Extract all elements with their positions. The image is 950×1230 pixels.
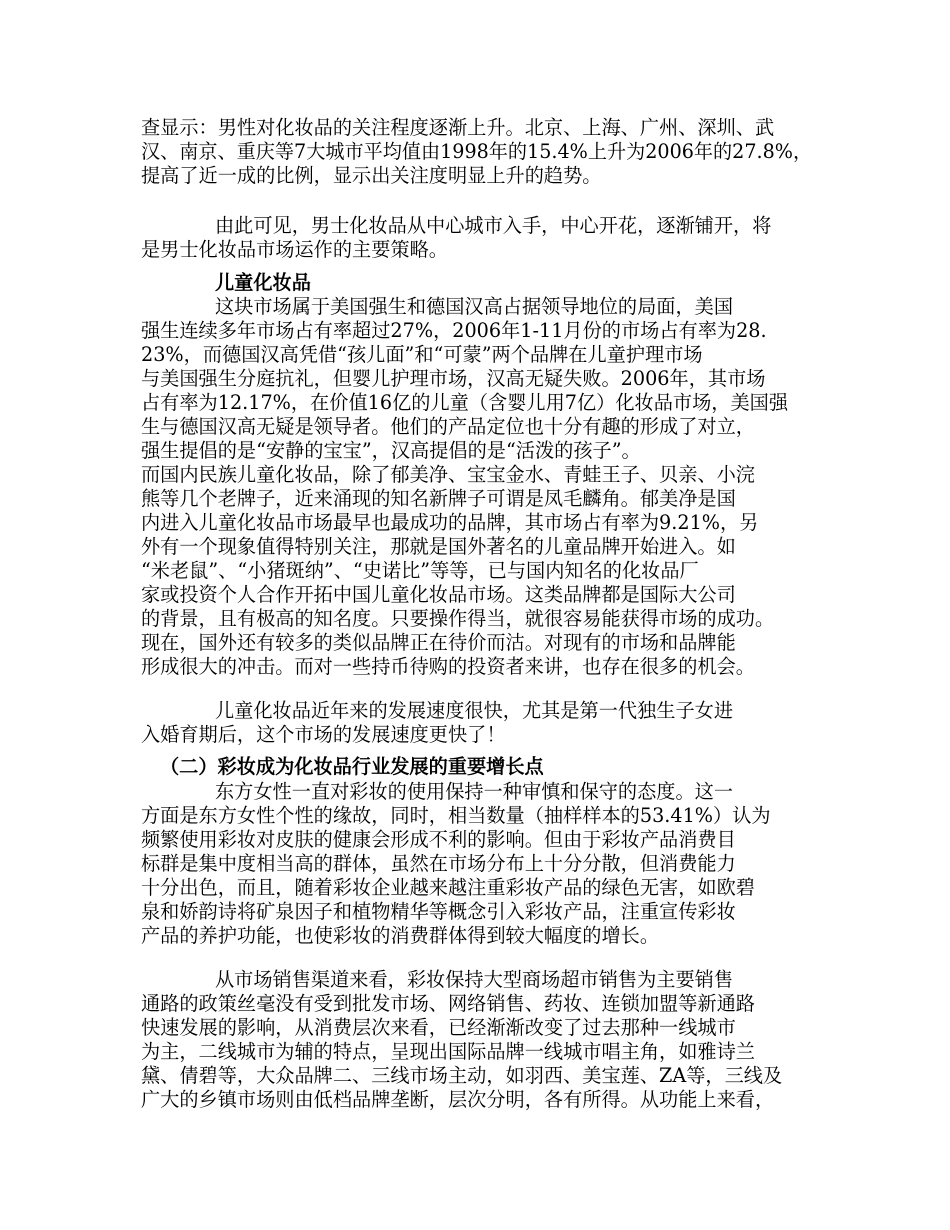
- text-line: 频繁使用彩妆对皮肤的健康会形成不利的影响。但由于彩妆产品消费目: [141, 828, 736, 851]
- text-line: 这块市场属于美国强生和德国汉高占据领导地位的局面，美国: [215, 295, 734, 318]
- text-line: 强生提倡的是“安静的宝宝”，汉高提倡的是“活泼的孩子”。: [141, 439, 641, 462]
- text-line: 家或投资个人合作开拓中国儿童化妆品市场。这类品牌都是国际大公司: [141, 583, 736, 606]
- text-line: 通路的政策丝毫没有受到批发市场、网络销售、药妆、连锁加盟等新通路: [141, 992, 755, 1015]
- text-line: 汉、南京、重庆等7大城市平均值由1998年的15.4%上升为2006年的27.8%，: [141, 140, 813, 163]
- text-line: 生与德国汉高无疑是领导者。他们的产品定位也十分有趣的形成了对立，: [141, 415, 755, 438]
- text-line: 是男士化妆品市场运作的主要策略。: [141, 238, 448, 261]
- text-line: 占有率为12.17%，在价值16亿的儿童（含婴儿用7亿）化妆品市场，美国强: [141, 391, 789, 414]
- text-line: 方面是东方女性个性的缘故，同时，相当数量（抽样样本的53.41%）认为: [141, 804, 771, 827]
- text-line: 23%，而德国汉高凭借“孩儿面”和“可蒙”两个品牌在儿童护理市场: [141, 343, 703, 366]
- text-line: 的背景，且有极高的知名度。只要操作得当，就很容易能获得市场的成功。: [141, 607, 775, 630]
- text-line: 而国内民族儿童化妆品，除了郁美净、宝宝金水、青蛙王子、贝亲、小浣: [141, 463, 755, 486]
- text-line: 查显示：男性对化妆品的关注程度逐渐上升。北京、上海、广州、深圳、武: [141, 116, 775, 139]
- text-line: 快速发展的影响，从消费层次来看，已经渐渐改变了过去那种一线城市: [141, 1016, 736, 1039]
- text-line: 产品的养护功能，也使彩妆的消费群体得到较大幅度的增长。: [141, 924, 660, 947]
- text-line: 黛、倩碧等，大众品牌二、三线市场主动，如羽西、美宝莲、ZA等，三线及: [141, 1064, 783, 1087]
- section-heading: （二）彩妆成为化妆品行业发展的重要增长点: [160, 755, 544, 778]
- text-line: 与美国强生分庭抗礼，但婴儿护理市场，汉高无疑失败。2006年，其市场: [141, 367, 766, 390]
- text-line: 强生连续多年市场占有率超过27%，2006年1-11月份的市场占有率为28.: [141, 319, 767, 342]
- section-heading: 儿童化妆品: [215, 271, 311, 294]
- text-line: 内进入儿童化妆品市场最早也最成功的品牌，其市场占有率为9.21%，另: [141, 511, 759, 534]
- text-line: 提高了近一成的比例，显示出关注度明显上升的趋势。: [141, 164, 602, 187]
- text-line: 入婚育期后，这个市场的发展速度更快了！: [141, 723, 506, 746]
- text-line: “米老鼠”、“小猪斑纳”、“史诺比”等等，已与国内知名的化妆品厂: [141, 559, 699, 582]
- text-line: 熊等几个老牌子，近来涌现的知名新牌子可谓是凤毛麟角。郁美净是国: [141, 487, 736, 510]
- text-line: 从市场销售渠道来看，彩妆保持大型商场超市销售为主要销售: [215, 968, 734, 991]
- text-line: 为主，二线城市为辅的特点，呈现出国际品牌一线城市唱主角，如雅诗兰: [141, 1040, 755, 1063]
- text-line: 标群是集中度相当高的群体，虽然在市场分布上十分分散，但消费能力: [141, 852, 736, 875]
- text-line: 儿童化妆品近年来的发展速度很快，尤其是第一代独生子女进: [215, 699, 734, 722]
- text-line: 十分出色，而且，随着彩妆企业越来越注重彩妆产品的绿色无害，如欧碧: [141, 876, 755, 899]
- text-line: 形成很大的冲击。而对一些持币待购的投资者来讲，也存在很多的机会。: [141, 655, 755, 678]
- text-line: 外有一个现象值得特别关注，那就是国外著名的儿童品牌开始进入。如: [141, 535, 736, 558]
- text-line: 现在，国外还有较多的类似品牌正在待价而沽。对现有的市场和品牌能: [141, 631, 736, 654]
- text-line: 由此可见，男士化妆品从中心城市入手，中心开花，逐渐铺开，将: [215, 214, 772, 237]
- text-line: 广大的乡镇市场则由低档品牌垄断，层次分明，各有所得。从功能上来看，: [141, 1088, 775, 1111]
- text-line: 东方女性一直对彩妆的使用保持一种审慎和保守的态度。这一: [215, 780, 734, 803]
- text-line: 泉和娇韵诗将矿泉因子和植物精华等概念引入彩妆产品，注重宣传彩妆: [141, 900, 736, 923]
